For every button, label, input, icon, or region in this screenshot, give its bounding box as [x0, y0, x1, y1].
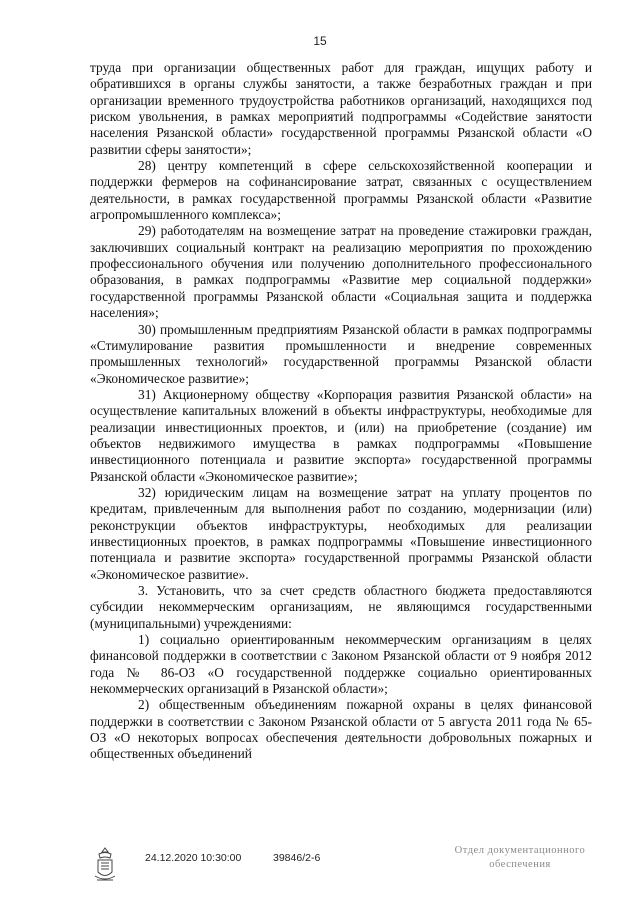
footer-datetime: 24.12.2020 10:30:00	[145, 852, 242, 864]
stamp-line-2: обеспечения	[489, 859, 551, 870]
footer-doc-code: 39846/2-6	[273, 852, 321, 864]
paragraph: труда при организации общественных работ для граждан, ищущих работу и обратившихся в органы службы занятости, а также безработных граждан и при организации временного трудоустройства работников организаций, находящихся под риском увольнения, в рамках мероприятий подпрограммы «Содействие занятости населения Рязанской области» государственной программы Рязанской области «О развитии сферы занятости»;	[90, 60, 592, 157]
paragraph-item-31: 31) Акционерному обществу «Корпорация развития Рязанской области» на осуществление капитальных вложений в объекты инфраструктуры, необходимые для реализации инвестиционных проектов, и (или) на приобретение (создание) им объектов недвижимого имущества в рамках подпрограммы «Повышение инвестиционного потенциала и развитие экспорта» государственной программы Рязанской области «Экономическое развитие»;	[90, 386, 592, 484]
page-number: 15	[313, 34, 327, 48]
document-body	[90, 60, 592, 763]
department-stamp	[440, 844, 600, 872]
paragraph-item-30: 30) промышленным предприятиям Рязанской области в рамках подпрограммы «Стимулирование развития промышленности и внедрение современных промышленных технологий» государственной программы Рязанской области «Экономическое развитие»;	[90, 321, 592, 386]
paragraph-item-28: 28) центру компетенций в сфере сельскохозяйственной кооперации и поддержки фермеров на софинансирование затрат, связанных с осуществлением деятельности, в рамках государственной программы Рязанской области «Развитие агропромышленного комплекса»;	[90, 158, 592, 223]
paragraph-item-32: 32) юридическим лицам на возмещение затрат на уплату процентов по кредитам, привлеченным для выполнения работ по созданию, модернизации (или) реконструкции объектов инфраструктуры, необходимых для реализации инвестиционных проектов, в рамках подпрограммы «Повышение инвестиционного потенциала и развитие экспорта» государственной программы Рязанской области «Экономическое развитие».	[90, 484, 592, 582]
page-footer	[0, 842, 640, 892]
paragraph-subitem-1: 1) социально ориентированным некоммерческим организациям в целях финансовой поддержки в соответствии с Законом Рязанской области от 9 ноября 2012 года № 86-ОЗ «О государственной поддержке социально ориентированных некоммерческих организаций в Рязанской области»;	[90, 632, 592, 697]
paragraph-item-29: 29) работодателям на возмещение затрат на проведение стажировки граждан, заключивших социальный контракт на реализацию мероприятия по прохождению профессионального обучения или получению дополнительного профессионального образования, в рамках подпрограммы «Развитие мер социальной поддержки» государственной программы Рязанской области «Социальная защита и поддержка населения»;	[90, 223, 592, 321]
coat-of-arms-icon	[92, 846, 118, 884]
paragraph-subitem-2: 2) общественным объединениям пожарной охраны в целях финансовой поддержки в соответствии с Законом Рязанской области от 5 августа 2011 года № 65-ОЗ «О некоторых вопросах обеспечения деятельности добровольных пожарных и общественных объединений	[90, 697, 592, 762]
paragraph-section-3: 3. Установить, что за счет средств областного бюджета предоставляются субсидии некоммерческим организациям, не являющимся государственными (муниципальными) учреждениями:	[90, 583, 592, 631]
stamp-line-1: Отдел документационного	[454, 845, 586, 856]
